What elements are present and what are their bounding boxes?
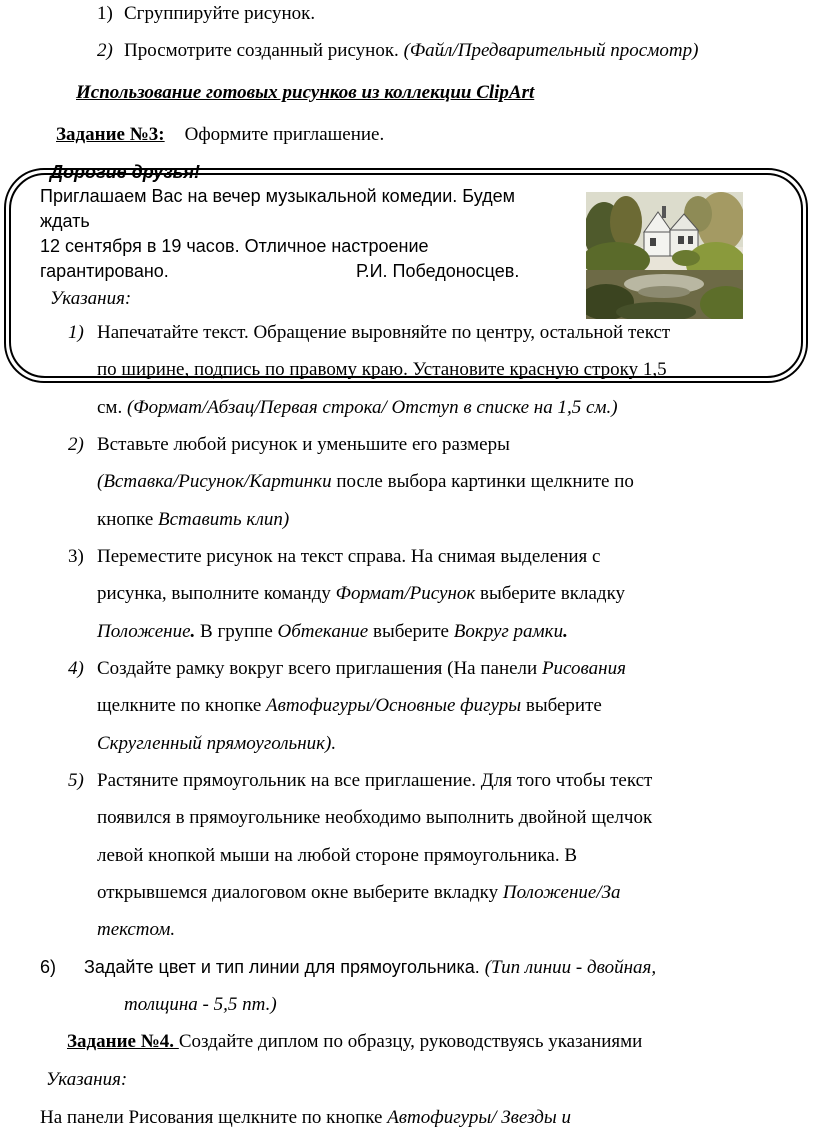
invitation-greeting: Дорогие друзья! bbox=[50, 162, 200, 182]
instructions-label-2: Указания: bbox=[46, 1069, 128, 1090]
list-item-text: Сгруппируйте рисунок. bbox=[124, 3, 316, 24]
step-number: 5) bbox=[68, 770, 84, 791]
step-number: 6) bbox=[40, 957, 57, 977]
step-text: Растяните прямоугольник на все приглашение. Для того чтобы текст bbox=[97, 770, 653, 791]
step-text: см. (Формат/Абзац/Первая строка/ Отступ в списке на 1,5 см.) bbox=[97, 397, 618, 418]
step-text: Переместите рисунок на текст справа. На снимая выделения с bbox=[97, 546, 601, 567]
task4-text: Создайте диплом по образцу, руководствуясь указаниями bbox=[178, 1031, 643, 1052]
step-text: Скругленный прямоугольник). bbox=[97, 733, 337, 754]
list-item-text: Просмотрите созданный рисунок. (Файл/Предварительный просмотр) bbox=[124, 40, 699, 61]
step-text: Создайте рамку вокруг всего приглашения (На панели Рисования bbox=[97, 658, 626, 679]
invitation-signature: Р.И. Победоносцев. bbox=[356, 261, 520, 281]
last-line: На панели Рисования щелкните по кнопке Автофигуры/ Звезды и bbox=[40, 1107, 571, 1128]
task4-line bbox=[67, 1031, 642, 1053]
section-heading-clipart: Использование готовых рисунков из коллекции ClipArt bbox=[76, 82, 535, 103]
invitation-line: Приглашаем Вас на вечер музыкальной комедии. Будем bbox=[40, 186, 516, 206]
step-text: рисунка, выполните команду Формат/Рисунок выберите вкладку bbox=[97, 583, 626, 604]
step-text: щелкните по кнопке Автофигуры/Основные фигуры выберите bbox=[97, 695, 602, 716]
house-pond-clipart bbox=[586, 192, 743, 319]
step-number: 3) bbox=[68, 546, 84, 567]
step-text: левой кнопкой мыши на любой стороне прямоугольника. В bbox=[97, 845, 578, 866]
invitation-line: 12 сентября в 19 часов. Отличное настроение bbox=[40, 236, 429, 256]
menu-path-hint: (Формат/Абзац/Первая строка/ Отступ в списке на 1,5 см.) bbox=[126, 397, 618, 418]
invitation-line: гарантировано. bbox=[40, 261, 169, 281]
task3-text: Оформите приглашение. bbox=[184, 124, 385, 145]
step-number: 4) bbox=[68, 658, 84, 679]
step-text: появился в прямоугольнике необходимо выполнить двойной щелчок bbox=[97, 807, 653, 828]
task3-label: Задание №3: bbox=[56, 124, 165, 145]
instructions-label: Указания: bbox=[50, 288, 132, 309]
step-text: толщина - 5,5 пт.) bbox=[124, 994, 277, 1015]
step-text: Положение. В группе Обтекание выберите Вокруг рамки. bbox=[97, 621, 568, 642]
step-number: 2) bbox=[68, 434, 84, 455]
step-text: текстом. bbox=[97, 919, 176, 940]
step-text: Задайте цвет и тип линии для прямоугольника. (Тип линии - двойная, bbox=[84, 957, 657, 978]
step-number: 1) bbox=[68, 322, 84, 343]
step-text: открывшемся диалоговом окне выберите вкладку Положение/За bbox=[97, 882, 621, 903]
step-text: (Вставка/Рисунок/Картинки после выбора картинки щелкните по bbox=[97, 471, 634, 492]
invitation-line: ждать bbox=[40, 211, 90, 231]
task4-label: Задание №4. bbox=[67, 1031, 179, 1052]
step-text: Напечатайте текст. Обращение выровняйте по центру, остальной текст bbox=[97, 322, 671, 343]
step-text: Вставьте любой рисунок и уменьшите его размеры bbox=[97, 434, 510, 455]
task3-line bbox=[56, 124, 384, 146]
step-text: кнопке Вставить клип) bbox=[97, 509, 290, 530]
list-number: 1) bbox=[97, 3, 113, 24]
list-number: 2) bbox=[97, 40, 113, 61]
menu-path-hint: (Файл/Предварительный просмотр) bbox=[403, 40, 699, 61]
step-text: по ширине, подпись по правому краю. Установите красную строку 1,5 bbox=[97, 359, 667, 380]
